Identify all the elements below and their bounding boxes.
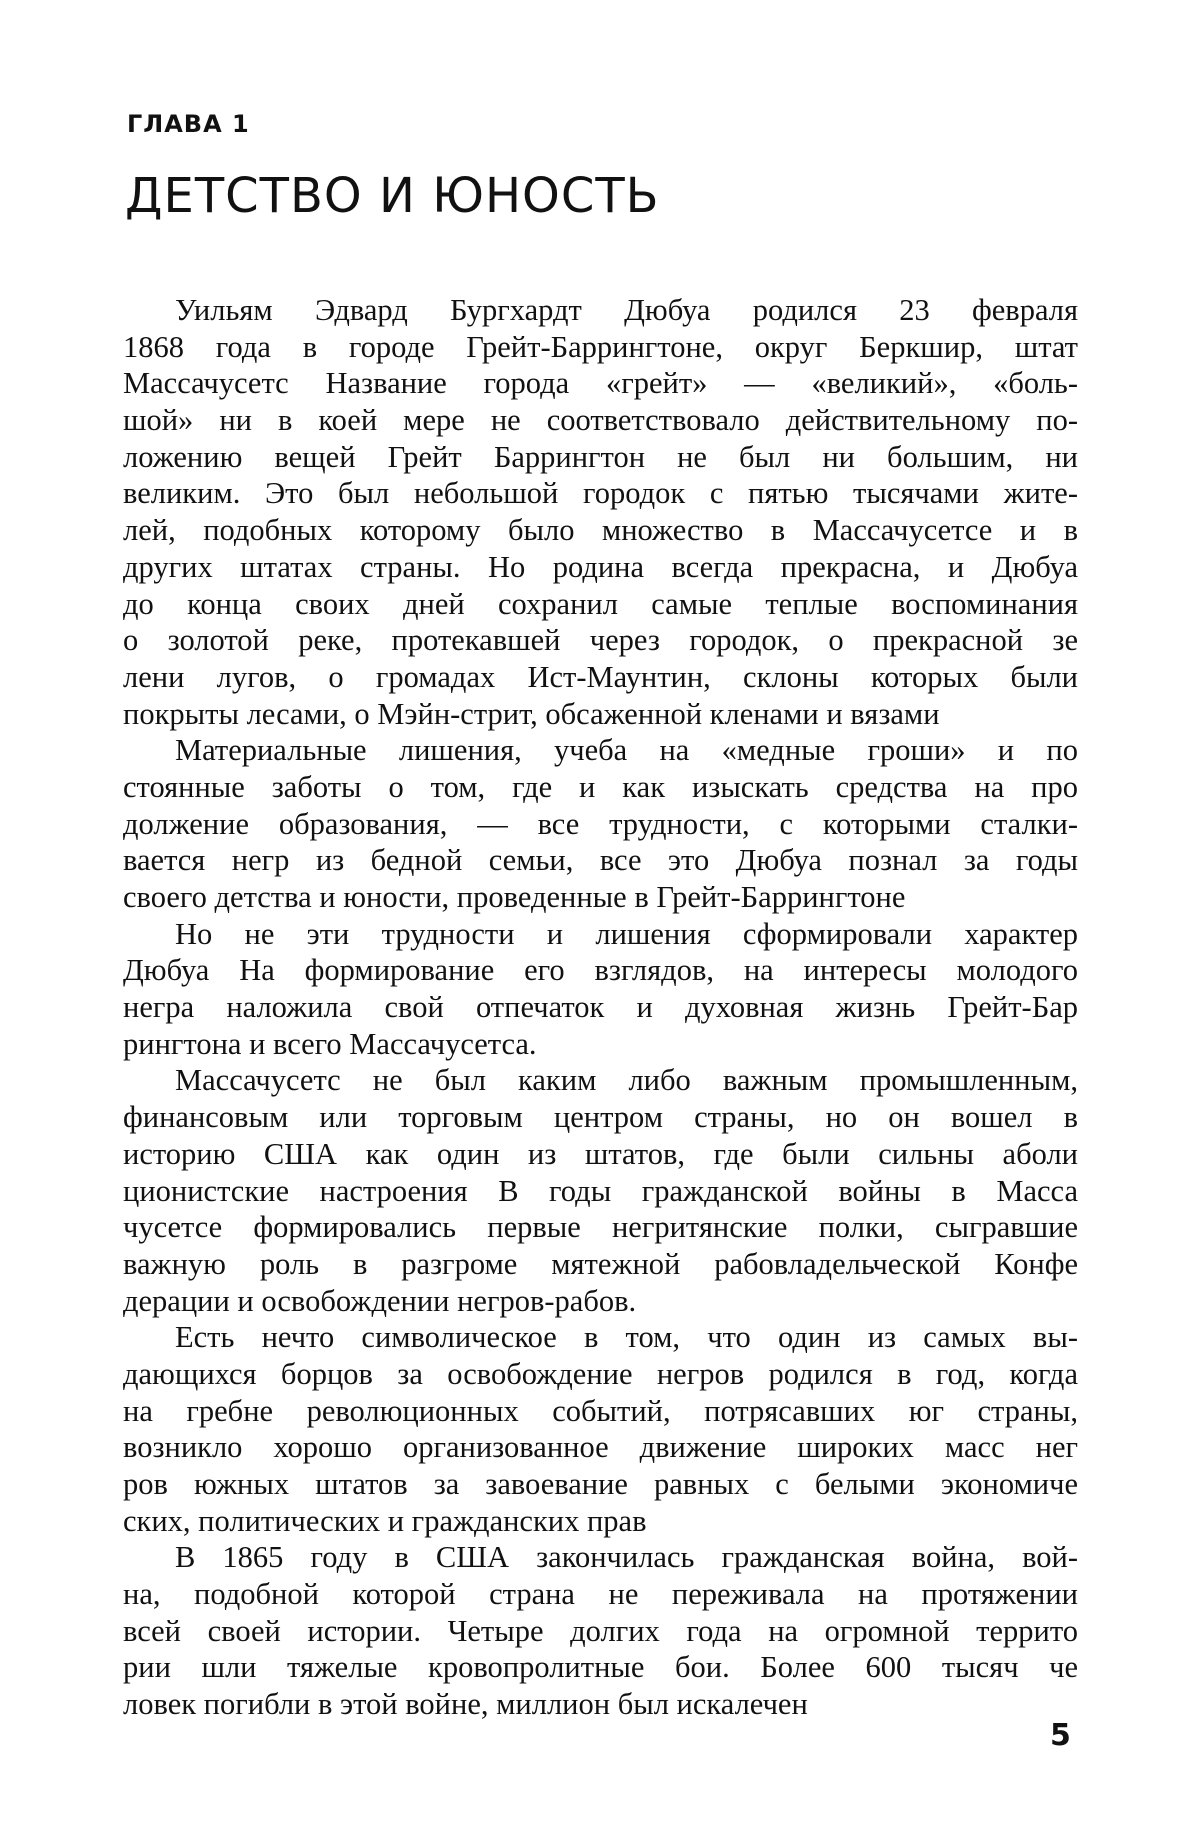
text-line: своего детства и юности, проведенные в Грейт-Баррингтоне	[123, 880, 906, 914]
paragraph	[123, 732, 1078, 915]
text-line: всей своей истории. Четыре долгих года на огромной террито	[123, 1613, 1078, 1648]
text-line: дающихся борцов за освобождение негров родился в год, когда	[123, 1356, 1078, 1391]
text-line: ложению вещей Грейт Баррингтон не был ни большим, ни	[123, 439, 1078, 474]
text-line: Уильям Эдвард Бургхардт Дюбуа родился 23 февраля	[175, 293, 1078, 327]
text-line: Есть нечто символическое в том, что один из самых вы-	[175, 1320, 1078, 1355]
text-line: стоянные заботы о том, где и как изыскать средства на про	[123, 769, 1078, 804]
text-line: рии шли тяжелые кровопролитные бои. Более 600 тысяч че	[123, 1650, 1078, 1685]
text-line: на, подобной которой страна не переживала на протяжении	[123, 1577, 1078, 1612]
chapter-label: ГЛАВА 1	[127, 110, 250, 138]
page-number: 5	[1050, 1718, 1071, 1753]
paragraph	[123, 916, 1078, 1063]
body-text	[123, 292, 1078, 1723]
text-line: дерации и освобождении негров-рабов.	[123, 1283, 637, 1318]
text-line: других штатах страны. Но родина всегда прекрасна, и Дюбуа	[123, 549, 1078, 584]
text-line: на гребне революционных событий, потрясавших юг страны,	[123, 1393, 1078, 1428]
paragraph	[123, 1319, 1078, 1539]
text-line: финансовым или торговым центром страны, но он вошел в	[123, 1100, 1078, 1135]
text-line: Массачусетс Название города «грейт» — «великий», «боль-	[123, 366, 1078, 401]
paragraph	[123, 1539, 1078, 1722]
text-line: лени лугов, о громадах Ист-Маунтин, склоны которых были	[123, 659, 1078, 694]
text-line: негра наложила свой отпечаток и духовная жизнь Грейт-Бар	[123, 990, 1078, 1025]
text-line: Материальные лишения, учеба на «медные гроши» и по	[175, 733, 1078, 768]
paragraph	[123, 292, 1078, 732]
text-line: возникло хорошо организованное движение широких масс нег	[123, 1430, 1078, 1465]
text-line: вается негр из бедной семьи, все это Дюбуа познал за годы	[123, 843, 1078, 878]
text-line: Дюбуа На формирование его взглядов, на интересы молодого	[123, 953, 1078, 988]
text-line: чусетсе формировались первые негритянские полки, сыгравшие	[123, 1210, 1078, 1245]
paragraph	[123, 1062, 1078, 1319]
text-line: о золотой реке, протекавшей через городок, о прекрасной зе	[123, 623, 1078, 658]
text-line: лей, подобных которому было множество в Массачусетсе и в	[123, 513, 1078, 548]
text-line: великим. Это был небольшой городок с пятью тысячами жите-	[123, 476, 1078, 511]
text-line: ловек погибли в этой войне, миллион был искалечен	[123, 1687, 808, 1722]
text-line: 1868 года в городе Грейт-Баррингтоне, округ Беркшир, штат	[123, 329, 1078, 364]
text-line: должение образования, — все трудности, с которыми сталки-	[123, 806, 1078, 841]
text-line: ров южных штатов за завоевание равных с белыми экономиче	[123, 1467, 1078, 1501]
text-line: ционистские настроения В годы гражданской войны в Масса	[123, 1173, 1078, 1208]
chapter-title: ДЕТСТВО И ЮНОСТЬ	[125, 168, 660, 224]
text-line: Но не эти трудности и лишения сформировали характер	[175, 916, 1078, 951]
text-line: покрыты лесами, о Мэйн-стрит, обсаженной кленами и вязами	[123, 696, 940, 731]
text-line: историю США как один из штатов, где были сильны аболи	[123, 1136, 1078, 1171]
text-line: В 1865 году в США закончилась гражданская война, вой-	[175, 1540, 1078, 1575]
text-line: рингтона и всего Массачусетса.	[123, 1026, 537, 1061]
text-line: Массачусетс не был каким либо важным промышленным,	[175, 1063, 1078, 1098]
text-line: шой» ни в коей мере не соответствовало действительному по-	[123, 403, 1078, 438]
text-line: ских, политических и гражданских прав	[123, 1503, 647, 1538]
text-line: важную роль в разгроме мятежной рабовладельческой Конфе	[123, 1246, 1078, 1281]
text-line: до конца своих дней сохранил самые теплые воспоминания	[123, 586, 1078, 621]
